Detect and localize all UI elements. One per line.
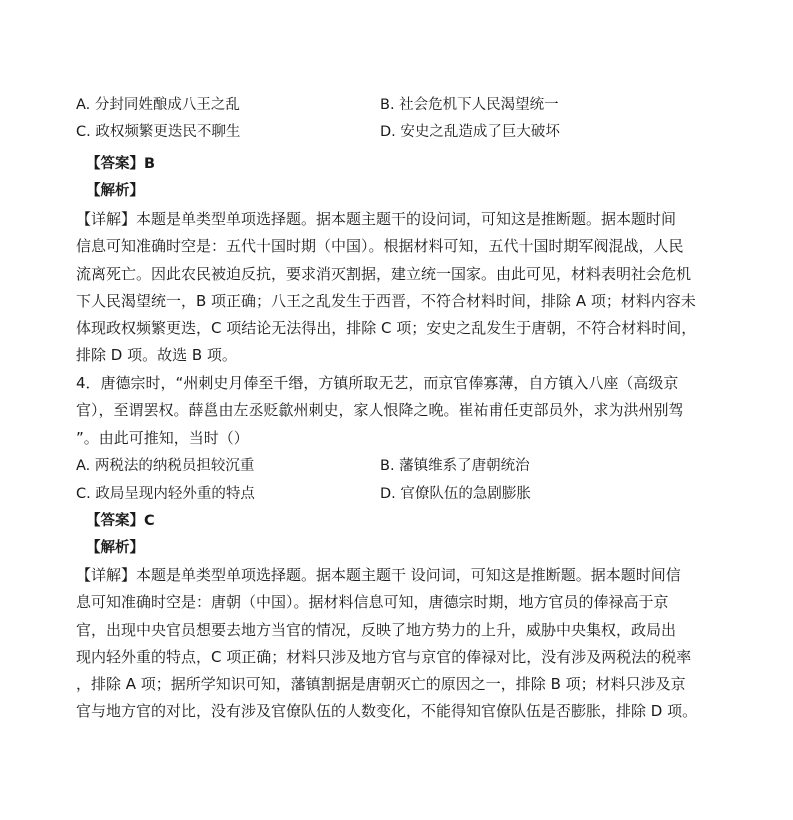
q3-option-b: B. 社会危机下人民渴望统一 xyxy=(380,97,559,113)
q4-answer: 【答案】C xyxy=(86,513,155,529)
q4-analysis-label: 【解析】 xyxy=(86,540,144,556)
q4-option-c: C. 政局呈现内轻外重的特点 xyxy=(76,486,255,502)
q3-analysis-label: 【解析】 xyxy=(86,183,144,199)
q3-answer: 【答案】B xyxy=(86,156,156,172)
q3-detail-line: 信息可知准确时空是：五代十国时期（中国）。根据材料可知，五代十国时期军阀混战，人民 xyxy=(76,237,684,256)
q4-detail-line: 息可知准确时空是：唐朝（中国）。据材料信息可知，唐德宗时期，地方官员的俸禄高于京 xyxy=(76,593,669,612)
q4-option-a: A. 两税法的纳税员担较沉重 xyxy=(76,458,255,474)
q4-stem-line: ”。由此可推知，当时（） xyxy=(76,428,249,447)
q4-detail-line: 【详解】本题是单类型单项选择题。据本题主题干 设问词，可知这是推断题。据本题时间信 xyxy=(76,566,681,584)
q3-detail-line: 流离死亡。因此农民被迫反抗，要求消灭割据，建立统一国家。由此可见，材料表明社会危机 xyxy=(76,264,692,283)
q4-stem xyxy=(76,370,684,452)
q4-detail-line: 官，出现中央官员想要去地方当官的情况，反映了地方势力的上升，威胁中央集权，政局出 xyxy=(76,620,677,639)
q3-detail-line: 【详解】本题是单类型单项选择题。据本题主题干的设问词，可知这是推断题。据本题时间 xyxy=(76,210,677,228)
q4-stem-line: 官），至谓罢权。薛邕由左丞贬歙州刺史，家人恨降之晚。崔祐甫任吏部员外，求为洪州别驾 xyxy=(76,401,684,420)
q3-detail-line: 排除 D 项。故选 B 项。 xyxy=(76,346,237,365)
q4-detail-line: 官与地方官的对比，没有涉及官僚队伍的人数变化，不能得知官僚队伍是否膨胀，排除 D 项。 xyxy=(76,702,698,721)
q3-detail xyxy=(76,206,697,370)
q3-detail-line: 下人民渴望统一，B 项正确；八王之乱发生于西晋，不符合材料时间，排除 A 项；材料内容未 xyxy=(76,291,696,310)
q3-option-a: A. 分封同姓酿成八王之乱 xyxy=(76,97,240,113)
q3-option-d: D. 安史之乱造成了巨大破坏 xyxy=(380,124,560,140)
q4-detail-line: 现内轻外重的特点，C 项正确；材料只涉及地方官与京官的俸禄对比，没有涉及两税法的税率 xyxy=(76,647,692,666)
q4-detail xyxy=(76,562,698,726)
q4-option-b: B. 藩镇维系了唐朝统治 xyxy=(380,458,530,474)
q4-option-d: D. 官僚队伍的急剧膨胀 xyxy=(380,486,531,502)
q3-option-c: C. 政权频繁更迭民不聊生 xyxy=(76,124,241,140)
q3-detail-line: 体现政权频繁更迭，C 项结论无法得出，排除 C 项；安史之乱发生于唐朝，不符合材料时间， xyxy=(76,319,697,338)
q4-detail-line: ，排除 A 项；据所学知识可知，藩镇割据是唐朝灭亡的原因之一，排除 B 项；材料只涉及京 xyxy=(76,675,686,694)
q4-stem-line: 4．唐德宗时，“州刺史月俸至千缗，方镇所取无艺，而京官俸寡薄，自方镇入八座（高级京 xyxy=(76,374,679,392)
